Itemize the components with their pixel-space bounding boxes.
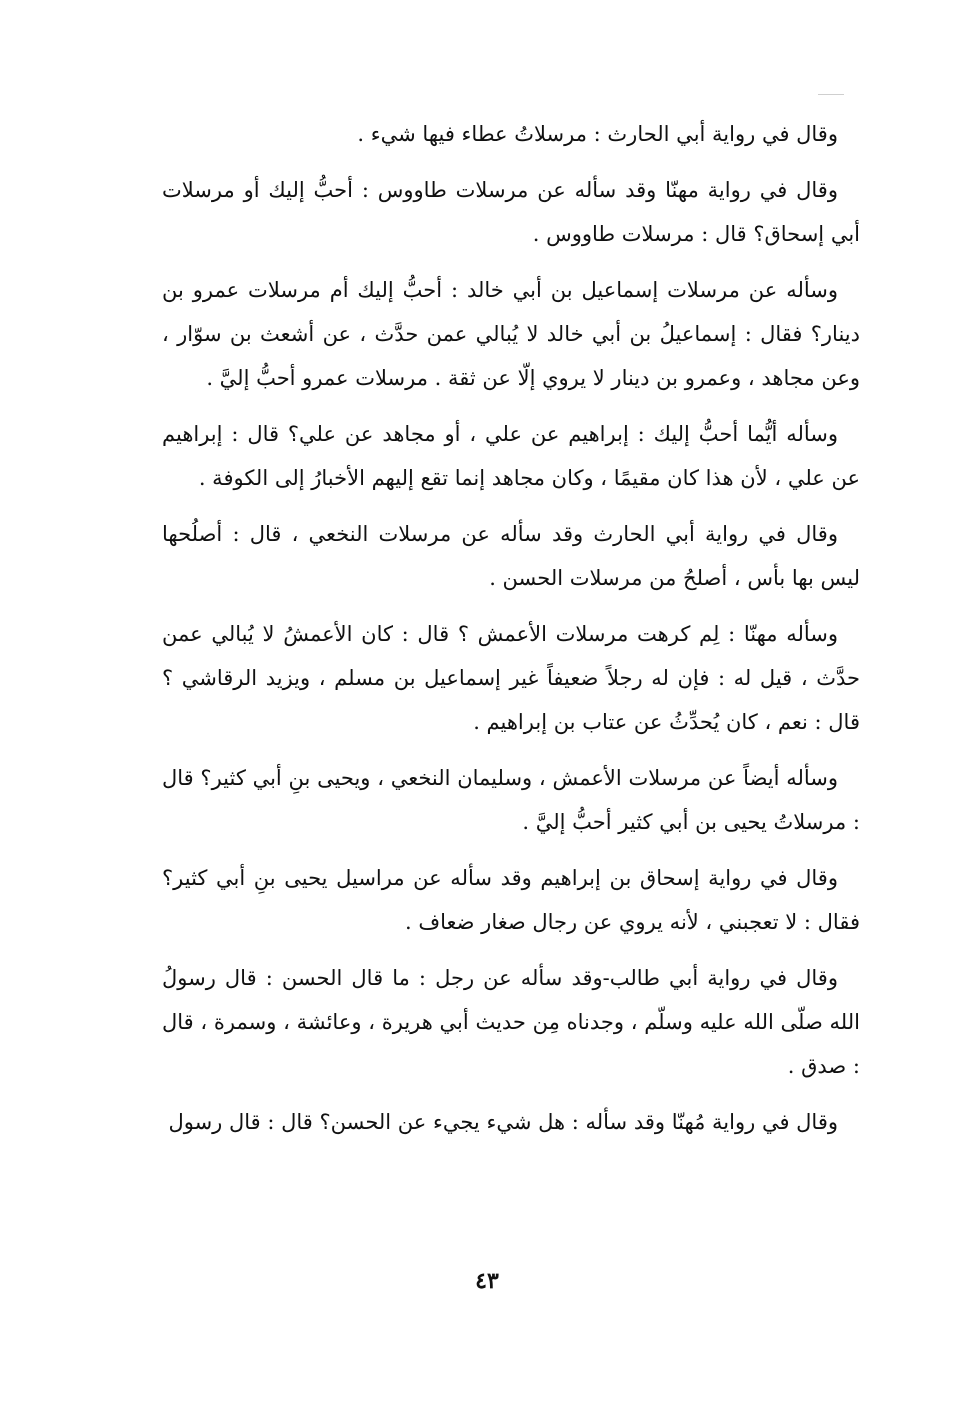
paragraph-10: وقال في رواية مُهنّا وقد سأله : هل شيء يجيء عن الحسن؟ قال : قال رسول <box>168 1110 838 1134</box>
body-text <box>162 112 860 1156</box>
page-number: ٤٣ <box>475 1268 499 1294</box>
paragraph-8: وقال في رواية إسحاق بن إبراهيم وقد سأله عن مراسيل يحيى بنِ أبي كثير؟ فقال : لا تعجبني ، لأنه يروي عن رجال صغار ضعاف . <box>162 866 860 934</box>
paragraph-5: وقال في رواية أبي الحارث وقد سأله عن مرسلات النخعي ، قال : أصلُحها ليس بها بأس ، أصلحُ من مرسلات الحسن . <box>162 522 860 590</box>
paragraph-1: وقال في رواية أبي الحارث : مرسلاتُ عطاء فيها شيء . <box>357 122 838 146</box>
paragraph-3: وسأله عن مرسلات إسماعيل بن أبي خالد : أحبُّ إليك أم مرسلات عمرو بن دينار؟ فقال : إسماعيلُ بن أبي خالد لا يُبالي عمن حدَّث ، عن أشعث بن سوّار ، وعن مجاهد ، وعمرو بن دينار لا يروي إلّا عن ثقة . مرسلات عمرو أحبُّ إليَّ . <box>162 278 860 390</box>
paragraph-4: وسأله أيُّما أحبُّ إليك : إبراهيم عن علي ، أو مجاهد عن علي؟ قال : إبراهيم عن علي ، لأن هذا كان مقيمًا ، وكان مجاهد إنما تقع إليهم الأخبارُ إلى الكوفة . <box>162 422 860 490</box>
paragraph-9: وقال في رواية أبي طالب-وقد سأله عن رجل : ما قال الحسن : قال رسولُ الله صلّى الله عليه وسلّم ، وجدناه مِن حديث أبي هريرة ، وعائشة ، وسمرة ، قال : صدق . <box>162 966 860 1078</box>
scan-mark <box>818 94 844 95</box>
paragraph-7: وسأله أيضاً عن مرسلات الأعمش ، وسليمان النخعي ، ويحيى بنِ أبي كثير؟ قال : مرسلاتُ يحيى بن أبي كثير أحبُّ إليَّ . <box>162 766 860 834</box>
paragraph-2: وقال في رواية مهنّا وقد سأله عن مرسلات طاووس : أحبُّ إليك أو مرسلات أبي إسحاق؟ قال : مرسلات طاووس . <box>162 178 860 246</box>
paragraph-6: وسأله مهنّا : لِم كرهت مرسلات الأعمش ؟ قال : كان الأعمشُ لا يُبالي عمن حدَّث ، قيل له : فإن له رجلاً ضعيفاً غير إسماعيل بن مسلم ، ويزيد الرقاشي ؟ قال : نعم ، كان يُحدِّثُ عن عتاب بن إبراهيم . <box>162 622 860 734</box>
